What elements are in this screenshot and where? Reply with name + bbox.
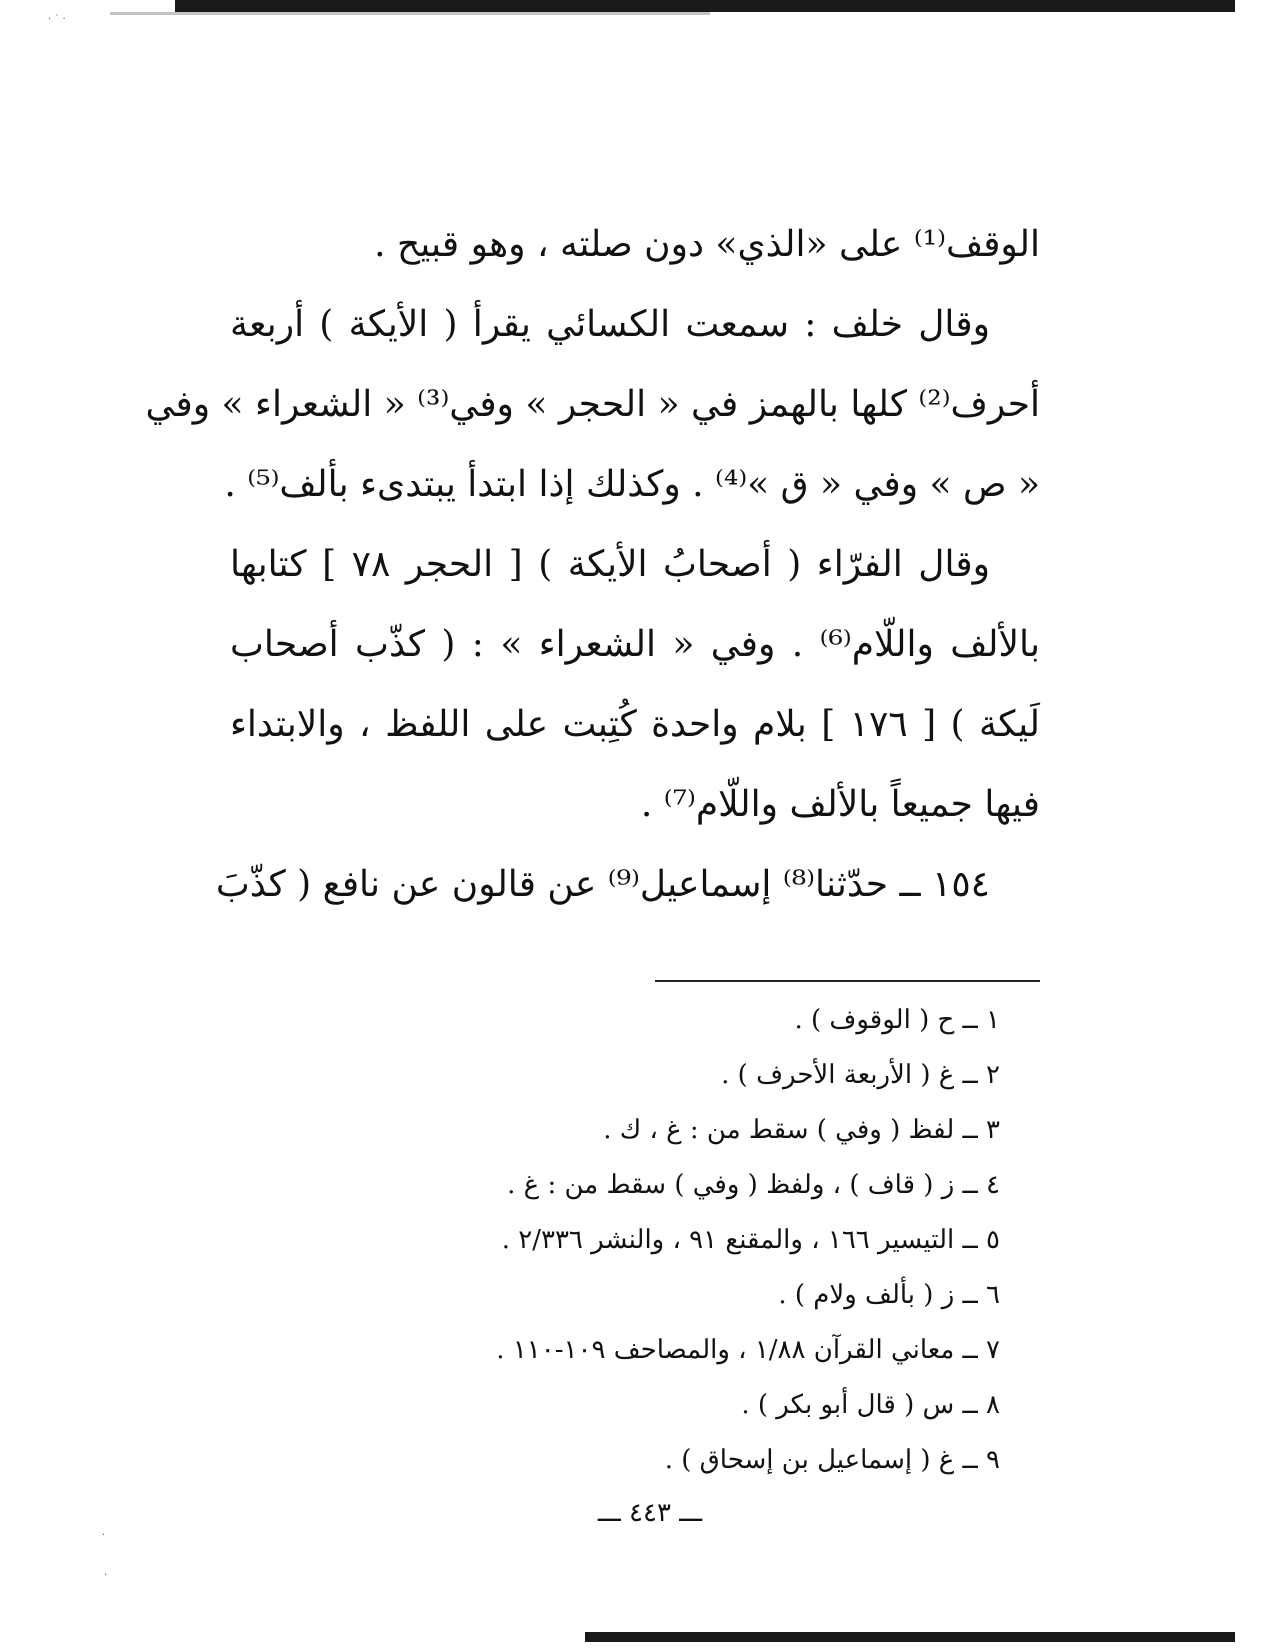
body-line: « ص » وفي « ق »⁽⁴⁾ . وكذلك إذا ابتدأ يبتدىء بألف⁽⁵⁾ . bbox=[224, 464, 1040, 505]
footnote: ٨ ــ س ( قال أبو بكر ) . bbox=[741, 1390, 1000, 1420]
body-line: بالألف واللّام⁽⁶⁾ . وفي « الشعراء » : ( كذّب أصحاب bbox=[230, 624, 1040, 665]
body-line: الوقف⁽¹⁾ على «الذي» دون صلته ، وهو قبيح . bbox=[374, 224, 1040, 265]
footnote-separator bbox=[655, 980, 1040, 982]
scan-top-border bbox=[175, 0, 1235, 12]
body-line: ١٥٤ ــ حدّثنا⁽⁸⁾ إسماعيل⁽⁹⁾ عن قالون عن نافع ( كذّبَ bbox=[215, 864, 990, 905]
footnote: ٢ ــ غ ( الأربعة الأحرف ) . bbox=[721, 1060, 1000, 1090]
body-line: وقال خلف : سمعت الكسائي يقرأ ( الأيكة ) أربعة bbox=[230, 304, 990, 345]
footnote: ٤ ــ ز ( قاف ) ، ولفظ ( وفي ) سقط من : غ . bbox=[507, 1170, 1000, 1200]
scan-speck: · bbox=[104, 1570, 108, 1581]
scan-speck: · bbox=[102, 1530, 106, 1541]
footnote: ٩ ــ غ ( إسماعيل بن إسحاق ) . bbox=[664, 1445, 1000, 1475]
scan-bottom-border bbox=[585, 1632, 1235, 1642]
body-line: وقال الفرّاء ( أصحابُ الأيكة ) [ الحجر ٧٨ ] كتابها bbox=[230, 544, 991, 585]
footnotes-block bbox=[300, 1000, 1000, 1495]
footnote: ٧ ــ معاني القرآن ١/٨٨ ، والمصاحف ١٠٩-١١٠ . bbox=[496, 1335, 1000, 1365]
footnote: ١ ــ ح ( الوقوف ) . bbox=[794, 1005, 1000, 1035]
body-line: لَيكة ) [ ١٧٦ ] بلام واحدة كُتِبت على اللفظ ، والابتداء bbox=[230, 704, 1041, 745]
body-line: فيها جميعاً بالألف واللّام⁽⁷⁾ . bbox=[640, 784, 1040, 825]
body-line: أحرف⁽²⁾ كلها بالهمز في « الحجر » وفي⁽³⁾ « الشعراء » وفي bbox=[145, 384, 1040, 425]
footnote: ٦ ــ ز ( بألف ولام ) . bbox=[778, 1280, 1000, 1310]
main-text-block bbox=[145, 220, 1041, 940]
footnote: ٥ ــ التيسير ١٦٦ ، والمقنع ٩١ ، والنشر ٢/٣٣٦ . bbox=[501, 1225, 1000, 1255]
scan-top-shadow bbox=[110, 12, 710, 15]
scan-speck: · ˙ · bbox=[48, 14, 66, 25]
page-number: ـــ ٤٤٣ ـــ bbox=[597, 1498, 703, 1528]
footnote: ٣ ــ لفظ ( وفي ) سقط من : غ ، ك . bbox=[603, 1115, 1000, 1145]
